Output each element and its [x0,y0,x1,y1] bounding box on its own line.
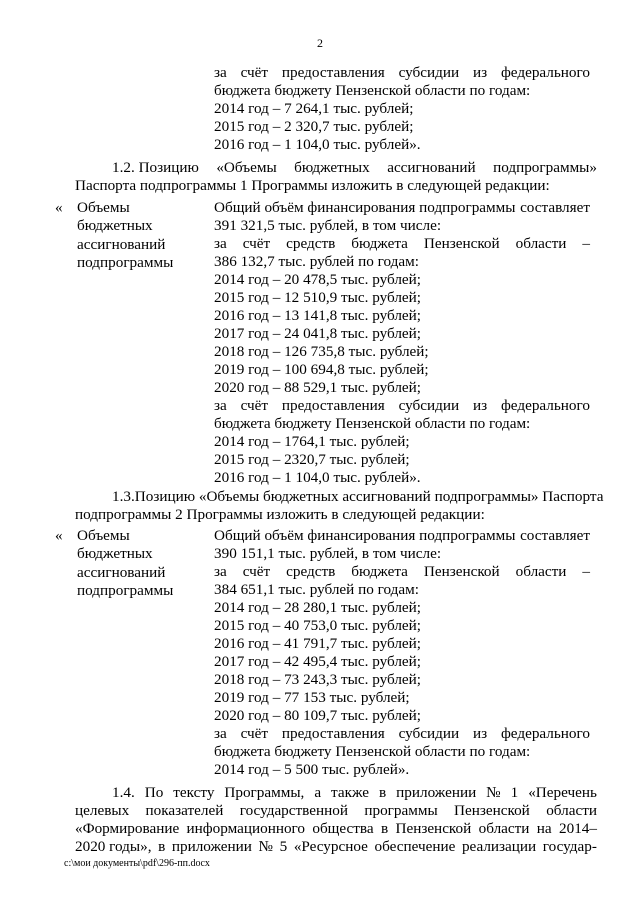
section-1-4-line-3: «Формирование информационного общества в Пензенской области на 2014– [75,820,597,837]
section-1-3-heading-line-2: подпрограммы 2 Программы изложить в следующей редакции: [75,506,485,523]
opening-quote: « [55,199,63,216]
total-funding-line-2: 390 151,1 тыс. рублей, в том числе: [214,545,442,562]
year-line: 2016 год – 41 791,7 тыс. рублей; [214,635,422,652]
budget-label: Объемы бюджетных ассигнований подпрограммы [77,199,174,272]
section-1-3-heading-line-1: 1.3. Позицию «Объемы бюджетных ассигнований подпрограммы» Паспорта [112,488,604,505]
year-line: 2014 год – 1764,1 тыс. рублей; [214,433,410,450]
year-line: 2019 год – 77 153 тыс. рублей; [214,689,410,706]
year-line: 2020 год – 80 109,7 тыс. рублей; [214,707,422,724]
year-line: 2020 год – 88 529,1 тыс. рублей; [214,379,422,396]
intro-line-1: за счёт предоставления субсидии из федерального [214,64,590,81]
year-line: 2014 год – 5 500 тыс. рублей». [214,761,410,778]
year-line: 2019 год – 100 694,8 тыс. рублей; [214,361,429,378]
regional-funding-line-2: 386 132,7 тыс. рублей по годам: [214,253,419,270]
intro-year-line: 2014 год – 7 264,1 тыс. рублей; [214,100,414,117]
section-1-2-heading-line-1: 1.2. Позицию «Объемы бюджетных ассигнований подпрограммы» [112,159,597,176]
year-line: 2016 год – 13 141,8 тыс. рублей; [214,307,422,324]
total-funding-line-1: Общий объём финансирования подпрограммы составляет [214,199,590,216]
year-line: 2018 год – 73 243,3 тыс. рублей; [214,671,422,688]
budget-label: Объемы бюджетных ассигнований подпрограммы [77,527,174,600]
federal-funding-line-1: за счёт предоставления субсидии из федерального [214,397,590,414]
intro-year-line: 2015 год – 2 320,7 тыс. рублей; [214,118,414,135]
total-funding-line-1: Общий объём финансирования подпрограммы составляет [214,527,590,544]
footer-file-path: c:\мои документы\pdf\296-пп.docx [64,858,210,869]
year-line: 2015 год – 12 510,9 тыс. рублей; [214,289,422,306]
year-line: 2017 год – 24 041,8 тыс. рублей; [214,325,422,342]
section-1-2-heading-line-2: Паспорта подпрограммы 1 Программы изложить в следующей редакции: [75,177,550,194]
federal-funding-line-1: за счёт предоставления субсидии из федерального [214,725,590,742]
year-line: 2017 год – 42 495,4 тыс. рублей; [214,653,422,670]
year-line: 2016 год – 1 104,0 тыс. рублей». [214,469,421,486]
year-line: 2014 год – 20 478,5 тыс. рублей; [214,271,422,288]
intro-line-2: бюджета бюджету Пензенской области по годам: [214,82,531,99]
year-line: 2015 год – 2320,7 тыс. рублей; [214,451,410,468]
regional-funding-line-1: за счёт средств бюджета Пензенской области – [214,563,590,580]
regional-funding-line-2: 384 651,1 тыс. рублей по годам: [214,581,419,598]
intro-year-line: 2016 год – 1 104,0 тыс. рублей». [214,136,421,153]
year-line: 2015 год – 40 753,0 тыс. рублей; [214,617,422,634]
section-1-4-line-1: 1.4. По тексту Программы, а также в приложении № 1 «Перечень [112,784,597,801]
regional-funding-line-1: за счёт средств бюджета Пензенской области – [214,235,590,252]
total-funding-line-2: 391 321,5 тыс. рублей, в том числе: [214,217,442,234]
page-number: 2 [317,36,323,50]
section-1-4-line-2: целевых показателей государственной программы Пензенской области [75,802,597,819]
federal-funding-line-2: бюджета бюджету Пензенской области по годам: [214,415,531,432]
federal-funding-line-2: бюджета бюджету Пензенской области по годам: [214,743,531,760]
opening-quote: « [55,527,63,544]
section-1-4-line-4: 2020 годы», в приложении № 5 «Ресурсное обеспечение реализации государ- [75,838,597,855]
year-line: 2018 год – 126 735,8 тыс. рублей; [214,343,429,360]
year-line: 2014 год – 28 280,1 тыс. рублей; [214,599,422,616]
